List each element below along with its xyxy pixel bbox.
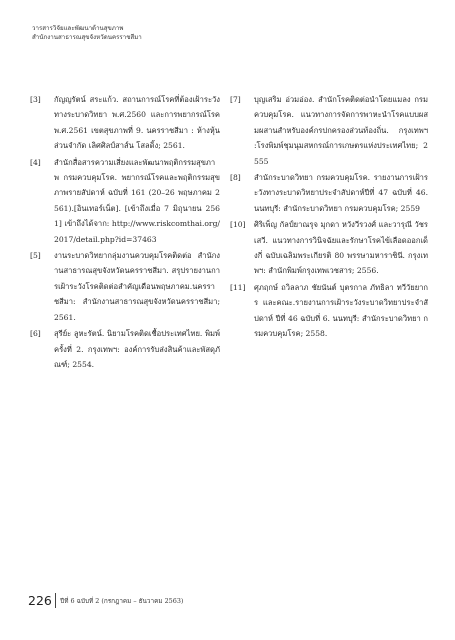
reference-number: [5]: [30, 251, 41, 261]
reference-item: [230, 280, 428, 342]
reference-item: [230, 92, 428, 169]
issue-info: ปีที่ 6 ฉบับที่ 2 (กรกฎาคม – ธันวาคม 2563): [60, 596, 184, 605]
running-header: [32, 24, 142, 42]
reference-number: [11]: [230, 282, 246, 292]
journal-title: วารสารวิจัยและพัฒนาด้านสุขภาพ: [32, 25, 124, 32]
reference-number: [10]: [230, 220, 246, 230]
reference-text: บุญเสริม อ่วมอ่อง. สำนักโรคติดต่อนำโดยแมลง กรมควบคุมโรค. แนวทางการจัดการพาหะนำโรคแบบผสมผสานสำหรับองค์กรปกครองส่วนท้องถิ่น. กรุงเทพฯ :โรงพิมพ์ชุมนุมสหกรณ์การเกษตรแห่งประเทศไทย; 2555: [254, 95, 428, 166]
page-footer: [28, 593, 183, 608]
reference-text: ศุภฤกษ์ ถวิลลาภ ชัยนันต์ บุตรกาล ภัทธิลา ทวีวัยยากร และคณะ.รายงานการเฝ้าระวังระบาดวิทยาประจำสัปดาห์ ปีที่ 46 ฉบับที่ 6. นนทบุรี: สำนักระบาดวิทยา กรมควบคุมโรค; 2558.: [254, 282, 428, 339]
reference-text: สำนักระบาดวิทยา กรมควบคุมโรค. รายงานการเฝ้าระวังทางระบาดวิทยาประจำสัปดาห์ปีที่ 47 ฉบับที่ 46. นนทบุรี: สำนักระบาดวิทยา กรมควบคุมโรค; 2559: [254, 173, 428, 213]
reference-item: [30, 326, 220, 372]
reference-text: สำนักสื่อสารความเสี่ยงและพัฒนาพฤติกรรมสุขภาพ กรมควบคุมโรค. พยากรณ์โรคและพฤติกรรมสุขภาพรายสัปดาห์ ฉบับที่ 161 (20–26 พฤษภาคม 2561).[อินเทอร์เน็ต]. [เข้าถึงเมื่อ 7 มิถุนายน 2561] เข้าถึงได้จาก: http://www.riskcomthai.org/2017/detail.php?id=37463: [54, 157, 220, 244]
reference-item: [30, 248, 220, 325]
reference-column-left: [30, 92, 220, 373]
reference-column-right: [230, 92, 428, 343]
page-number: 226: [28, 593, 52, 608]
reference-text: งานระบาดวิทยากลุ่มงานควบคุมโรคติดต่อ สำนักงานสาธารณสุขจังหวัดนครราชสีมา. สรุปรายงานการเฝ้าระวังโรคติดต่อสำคัญเดือนพฤษภาคม.นครราชสีมา: สำนักงานสาธารณสุขจังหวัดนครราชสีมา; 2561.: [54, 251, 220, 322]
journal-publisher: สำนักงานสาธารณสุขจังหวัดนครราชสีมา: [32, 34, 142, 41]
reference-text: สุรีย์ะ ลูหะรัตน์. นิยามโรคติดเชื้อประเทศไทย. พิมพ์ครั้งที่ 2. กรุงเทพฯ: องค์การรับส่งสินค้าและพัสดุภัณฑ์; 2554.: [54, 329, 220, 369]
reference-number: [6]: [30, 329, 41, 339]
reference-number: [7]: [230, 95, 241, 104]
footer-divider: [55, 593, 56, 608]
reference-text: กัญญรัตน์ สระแก้ว. สถานการณ์โรคที่ต้องเฝ้าระวังทางระบาดวิทยา พ.ศ.2560 และการพยากรณ์โรค พ.ศ.2561 เขตสุขภาพที่ 9. นครราชสีมา : ห้างหุ้นส่วนจำกัด เลิศศิลป์สาส์น โสลดิ้ง; 2561.: [54, 95, 220, 151]
reference-item: [230, 217, 428, 279]
reference-number: [3]: [30, 95, 41, 104]
reference-item: [30, 92, 220, 154]
reference-text: ศิริเพ็ญ กัลป์ยาณรุจ มุกดา หวังวีรวงศ์ และวารุณี วัชรเสวี. แนวทางการวินิจฉัยและรักษาโรคไข้เลือดออกเด็งกี่ ฉบับเฉลิมพระเกียรติ 80 พรรษามหาราชินี. กรุงเทพฯ: สำนักพิมพ์กรุงเทพเวชสาร; 2556.: [254, 220, 428, 276]
reference-item: [230, 170, 428, 216]
reference-number: [8]: [230, 173, 241, 183]
reference-item: [30, 155, 220, 247]
reference-number: [4]: [30, 157, 41, 167]
